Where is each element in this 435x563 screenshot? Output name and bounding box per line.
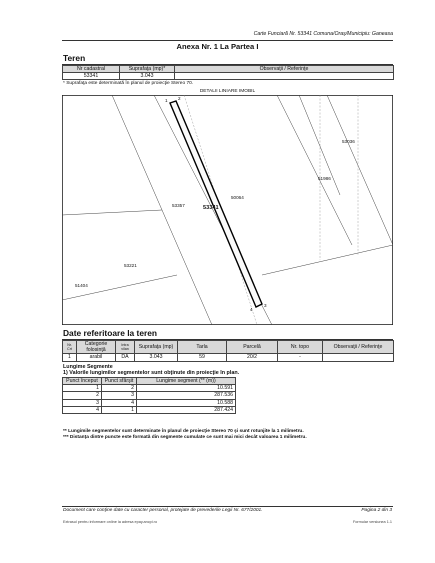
land-ref-table <box>62 340 394 362</box>
segment-end: 1 <box>102 406 137 413</box>
land-cell-nr-topo: - <box>278 354 323 361</box>
land-header-tarla: Tarla <box>178 341 227 354</box>
land-header-nr: Nr. Crt <box>63 341 77 354</box>
land-cell-intravilan: DA <box>116 354 135 361</box>
segments-table <box>62 377 236 414</box>
segment-end: 2 <box>102 385 137 392</box>
neighbour-label-51986: 51986 <box>318 176 331 181</box>
footer-personal-data: Document care conţine date cu caracter personal, protejate de prevederile Legii Nr. 677/2001. <box>63 508 263 513</box>
segment-length: 10.588 <box>137 399 236 406</box>
annex-title: Anexa Nr. 1 La Partea I <box>176 42 259 51</box>
header-rule <box>62 40 393 41</box>
neighbour-label-53221: 53221 <box>124 263 137 268</box>
table-row <box>63 385 236 392</box>
land-cell-suprafata: 3.043 <box>135 354 178 361</box>
land-header-categorie: Categorie folosinţă <box>77 341 116 354</box>
point-label-1: 1 <box>165 98 168 103</box>
teren-header-suprafata: Suprafaţa (mp)* <box>120 66 175 73</box>
map-frame <box>62 95 392 324</box>
point-label-3: 3 <box>264 303 267 308</box>
land-cell-nr: 1 <box>63 354 77 361</box>
table-row <box>63 392 236 399</box>
land-cell-parcela: 20/2 <box>227 354 278 361</box>
table-row <box>63 399 236 406</box>
land-header-intravilan: Intra vilan <box>116 341 135 354</box>
segments-note-1: ** Lungimile segmentelor sunt determinate în planul de proiecţie Stereo 70 şi sunt rotunjite la 1 milimetru. <box>63 429 304 434</box>
segments-header-start: Punct început <box>63 378 102 385</box>
segments-subtitle: 1) Valorile lungimilor segmentelor sunt obţinute din proiecţie în plan. <box>63 370 240 376</box>
neighbour-label-53357: 53357 <box>172 203 185 208</box>
land-cell-observatii <box>323 354 394 361</box>
neighbour-label-50064: 50064 <box>231 195 244 200</box>
teren-header-nr: Nr cadastral <box>63 66 120 73</box>
segment-length: 287.424 <box>137 406 236 413</box>
segment-start: 1 <box>63 385 102 392</box>
land-cell-tarla: 59 <box>178 354 227 361</box>
teren-note: * Suprafaţa este determinată în planul de proiecţie Stereo 70. <box>63 81 194 86</box>
point-label-4: 4 <box>250 307 253 312</box>
segment-length: 10.591 <box>137 385 236 392</box>
parcel-label: 53341 <box>203 205 219 211</box>
segments-title: Lungime Segmente <box>63 364 113 370</box>
point-label-2: 2 <box>178 96 181 101</box>
footer-form-version: Formular versiunea 1.1 <box>352 520 392 524</box>
segment-start: 2 <box>63 392 102 399</box>
cf-header-text: Carte Funciară Nr. 53341 Comuna/Oraş/Municipiu: Ganeasa <box>253 31 393 37</box>
footer-page-number: Pagina 2 din 3 <box>361 508 392 513</box>
teren-title: Teren <box>63 53 86 63</box>
land-header-observatii: Observaţii / Referinţe <box>323 341 394 354</box>
land-cell-categorie: arabil <box>77 354 116 361</box>
land-header-nr-topo: Nr. topo <box>278 341 323 354</box>
teren-cell-suprafata: 3.043 <box>120 73 175 80</box>
segment-start: 4 <box>63 406 102 413</box>
segment-length: 287.536 <box>137 392 236 399</box>
segment-end: 3 <box>102 392 137 399</box>
segment-start: 3 <box>63 399 102 406</box>
parcel-map <box>62 95 393 325</box>
teren-cell-observatii <box>175 73 394 80</box>
land-header-parcela: Parcelă <box>227 341 278 354</box>
teren-cell-nr: 53341 <box>63 73 120 80</box>
table-row <box>63 406 236 413</box>
segments-note-2: *** Distanţa dintre puncte este formată din segmente cumulate ce sunt mai mici decât valoarea 1 milimetru. <box>63 435 307 440</box>
land-ref-title: Date referitoare la teren <box>63 328 158 338</box>
segments-header-end: Punct sfârşit <box>102 378 137 385</box>
segments-header-length: Lungime segment (** (m)) <box>137 378 236 385</box>
segment-end: 4 <box>102 399 137 406</box>
teren-header-observatii: Observaţii / Referinţe <box>175 66 394 73</box>
teren-table <box>62 65 394 80</box>
map-title: DETALII LINIARE IMOBIL <box>199 89 256 94</box>
footer-online-extract: Extrasul pentru informare online la adresa epay.ancpi.ro <box>63 520 158 524</box>
neighbour-label-51404: 51404 <box>75 283 88 288</box>
footer-rule <box>62 506 393 507</box>
land-header-suprafata: Suprafaţa (mp) <box>135 341 178 354</box>
neighbour-label-53036: 53036 <box>342 139 355 144</box>
